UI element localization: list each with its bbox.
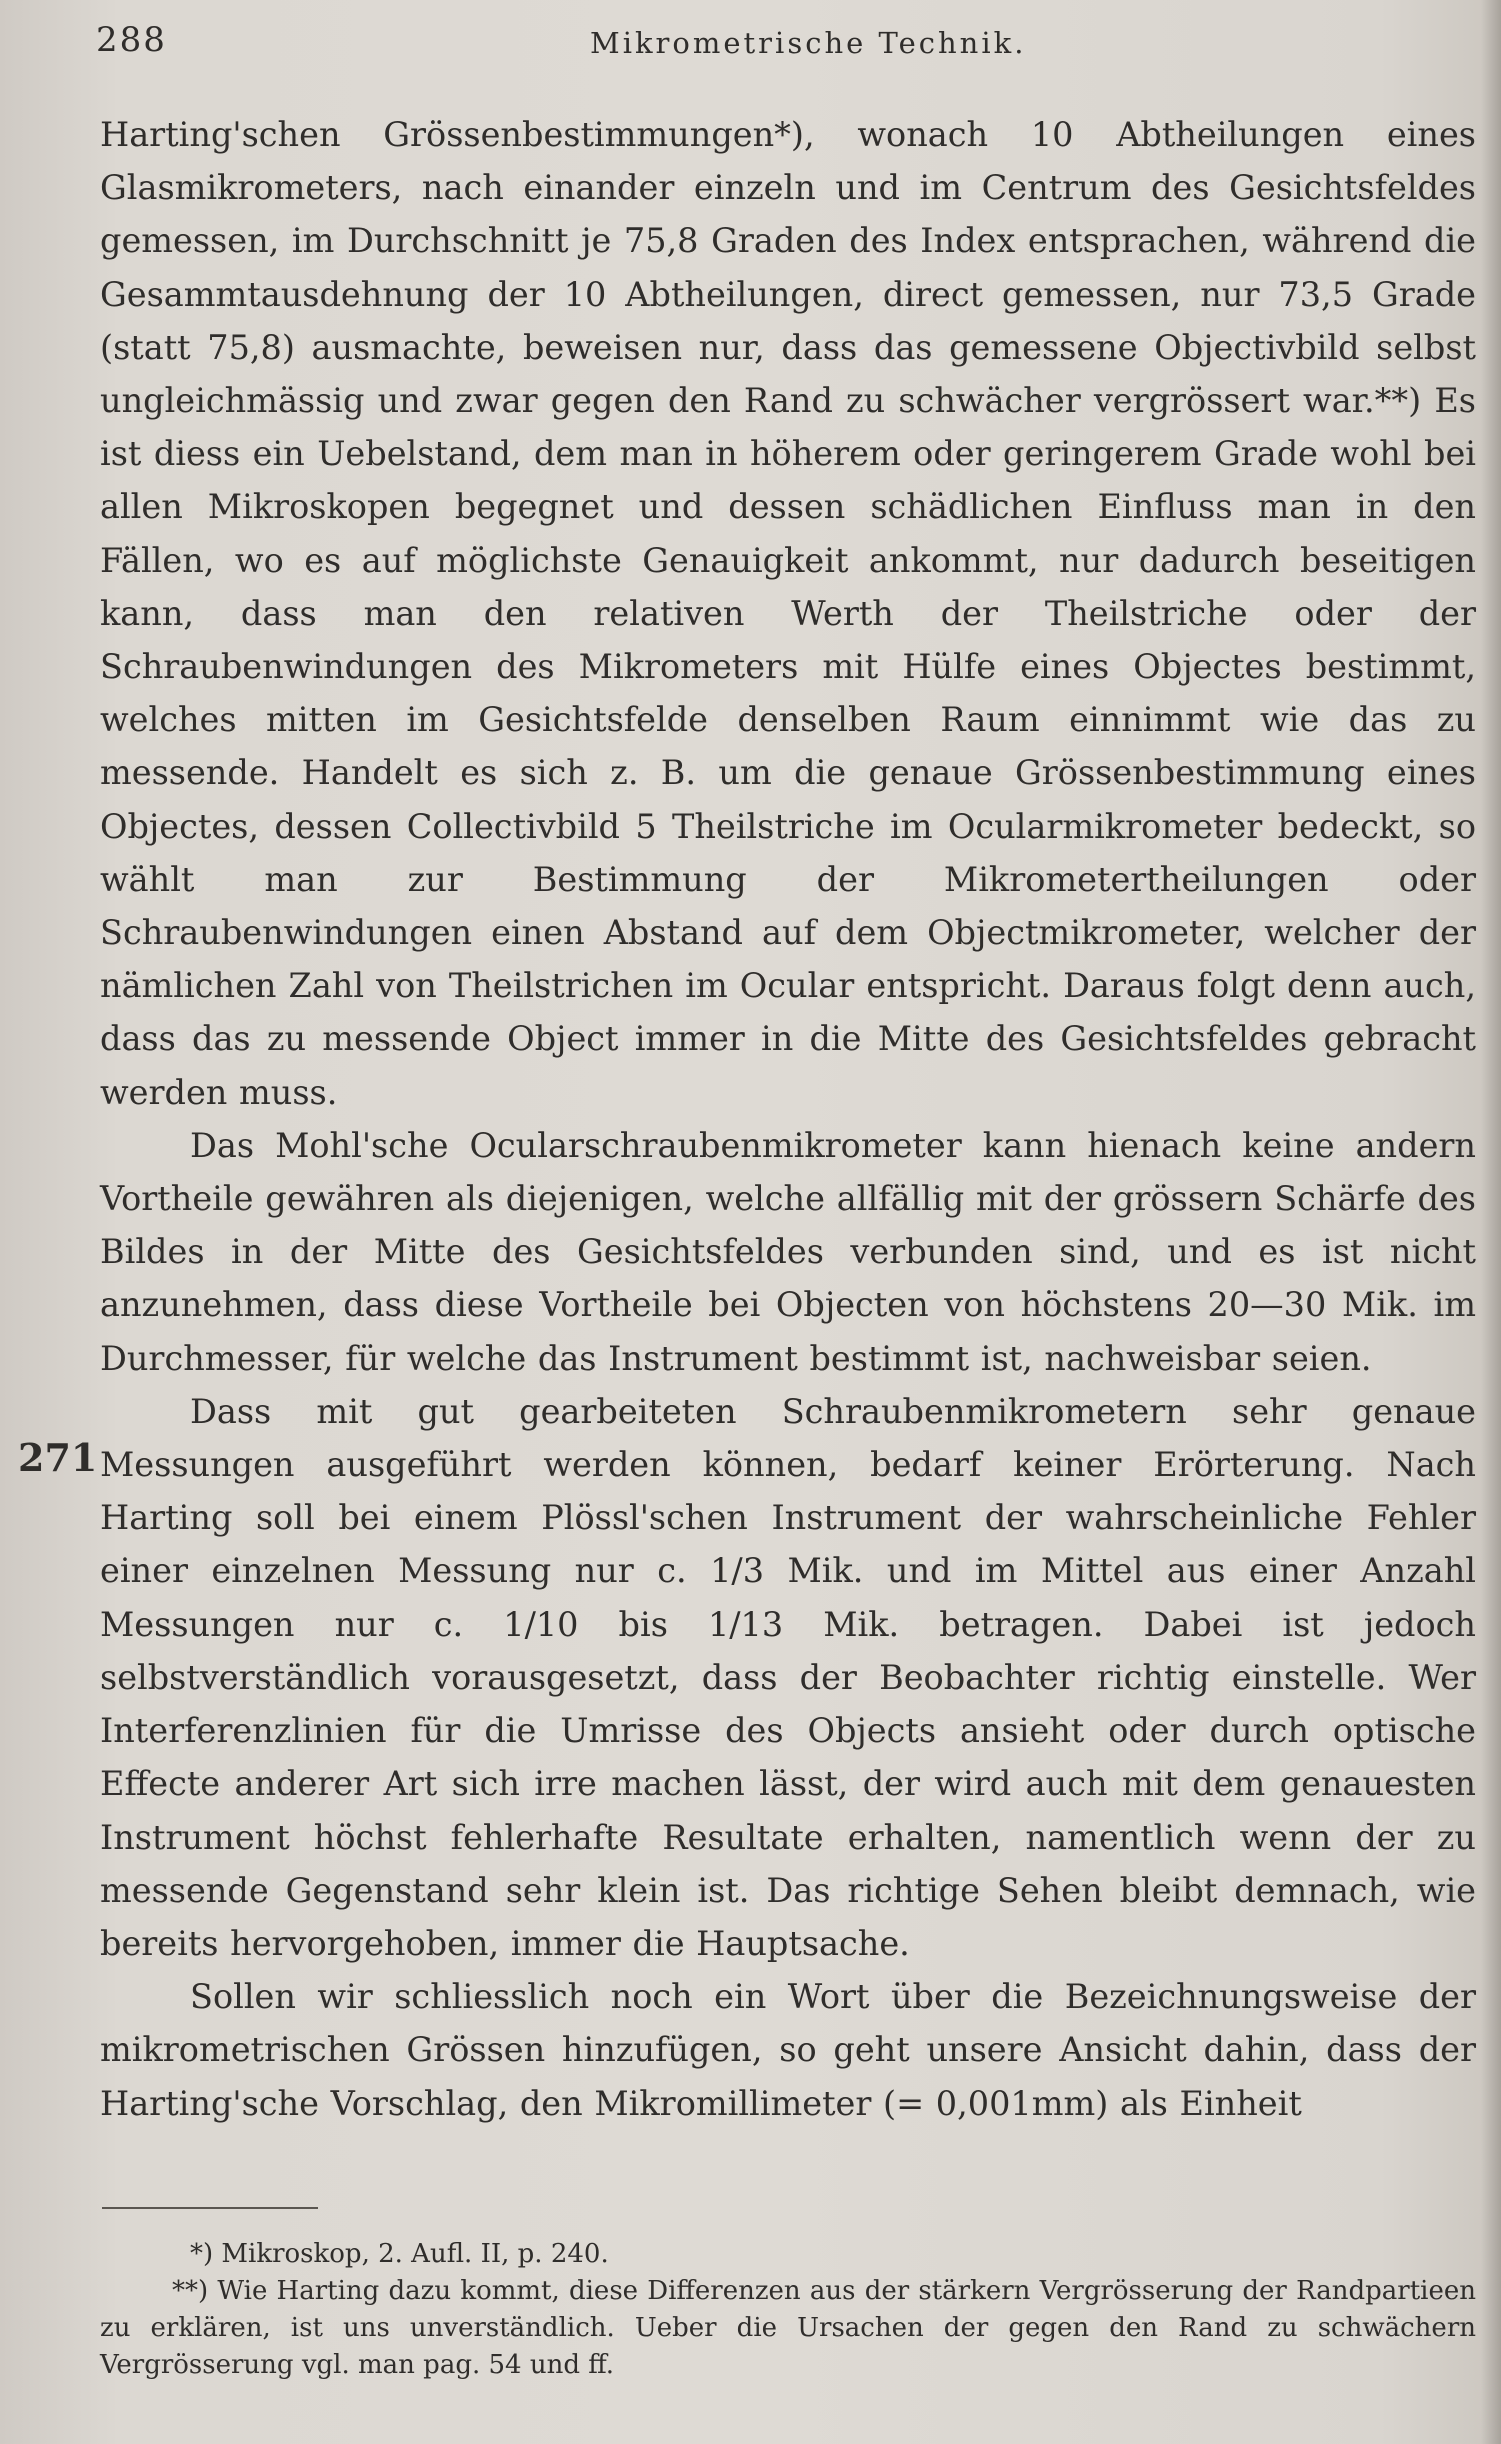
- page-header: [96, 20, 1501, 70]
- footnote: *) Mikroskop, 2. Aufl. II, p. 240.: [190, 2239, 609, 2269]
- running-head: Mikrometrische Technik.: [590, 26, 1027, 60]
- footnote-divider: [102, 2207, 318, 2209]
- footnote: **) Wie Harting dazu kommt, diese Differenzen aus der stärkern Vergrösserung der Randpartieen zu erklären, ist uns unverständlich. Ueber die Ursachen der gegen den Rand zu schwächern Vergrösserung vgl. man pag. 54 und ff.: [100, 2276, 1476, 2380]
- margin-section-number: 271: [18, 1435, 98, 1480]
- footnotes: [100, 2236, 1476, 2384]
- paragraph: Harting'schen Grössenbestimmungen*), wonach 10 Abtheilungen eines Glasmikrometers, nach einander einzeln und im Centrum des Gesichtsfeldes gemessen, im Durchschnitt je 75,8 Graden des Index entsprachen, während die Gesammtausdehnung der 10 Abtheilungen, direct gemessen, nur 73,5 Grade (statt 75,8) ausmachte, beweisen nur, dass das gemessene Objectivbild selbst ungleichmässig und zwar gegen den Rand zu schwächer vergrössert war.**) Es ist diess ein Uebelstand, dem man in höherem oder geringerem Grade wohl bei allen Mikroskopen begegnet und dessen schädlichen Einfluss man in den Fällen, wo es auf möglichste Genauigkeit ankommt, nur dadurch beseitigen kann, dass man den relativen Werth der Theilstriche oder der Schraubenwindungen des Mikrometers mit Hülfe eines Objectes bestimmt, welches mitten im Gesichtsfelde denselben Raum einnimmt wie das zu messende. Handelt es sich z. B. um die genaue Grössenbestimmung eines Objectes, dessen Collectivbild 5 Theilstriche im Ocularmikrometer bedeckt, so wählt man zur Bestimmung der Mikrometertheilungen oder Schraubenwindungen einen Abstand auf dem Objectmikrometer, welcher der nämlichen Zahl von Theilstrichen im Ocular entspricht. Daraus folgt denn auch, dass das zu messende Object immer in die Mitte des Gesichtsfeldes gebracht werden muss.: [100, 115, 1476, 1112]
- page-number: 288: [96, 20, 167, 60]
- paragraph: Dass mit gut gearbeiteten Schraubenmikrometern sehr genaue Messungen ausgeführt werden können, bedarf keiner Erörterung. Nach Harting soll bei einem Plössl'schen Instrument der wahrscheinliche Fehler einer einzelnen Messung nur c. 1/3 Mik. und im Mittel aus einer Anzahl Messungen nur c. 1/10 bis 1/13 Mik. betragen. Dabei ist jedoch selbstverständlich vorausgesetzt, dass der Beobachter richtig einstelle. Wer Interferenzlinien für die Umrisse des Objects ansieht oder durch optische Effecte anderer Art sich irre machen lässt, der wird auch mit dem genauesten Instrument höchst fehlerhafte Resultate erhalten, namentlich wenn der zu messende Gegenstand sehr klein ist. Das richtige Sehen bleibt demnach, wie bereits hervorgehoben, immer die Hauptsache.: [100, 1391, 1476, 1963]
- paragraph: Das Mohl'sche Ocularschraubenmikrometer kann hienach keine andern Vortheile gewähren als diejenigen, welche allfällig mit der grössern Schärfe des Bildes in der Mitte des Gesichtsfeldes verbunden sind, und es ist nicht anzunehmen, dass diese Vortheile bei Objecten von höchstens 20—30 Mik. im Durchmesser, für welche das Instrument bestimmt ist, nachweisbar seien.: [100, 1125, 1476, 1378]
- main-text: [100, 108, 1476, 2130]
- paragraph: Sollen wir schliesslich noch ein Wort über die Bezeichnungsweise der mikrometrischen Grössen hinzufügen, so geht unsere Ansicht dahin, dass der Harting'sche Vorschlag, den Mikromillimeter (= 0,001mm) als Einheit: [100, 1977, 1476, 2123]
- page-edge-shadow: [1481, 0, 1501, 2444]
